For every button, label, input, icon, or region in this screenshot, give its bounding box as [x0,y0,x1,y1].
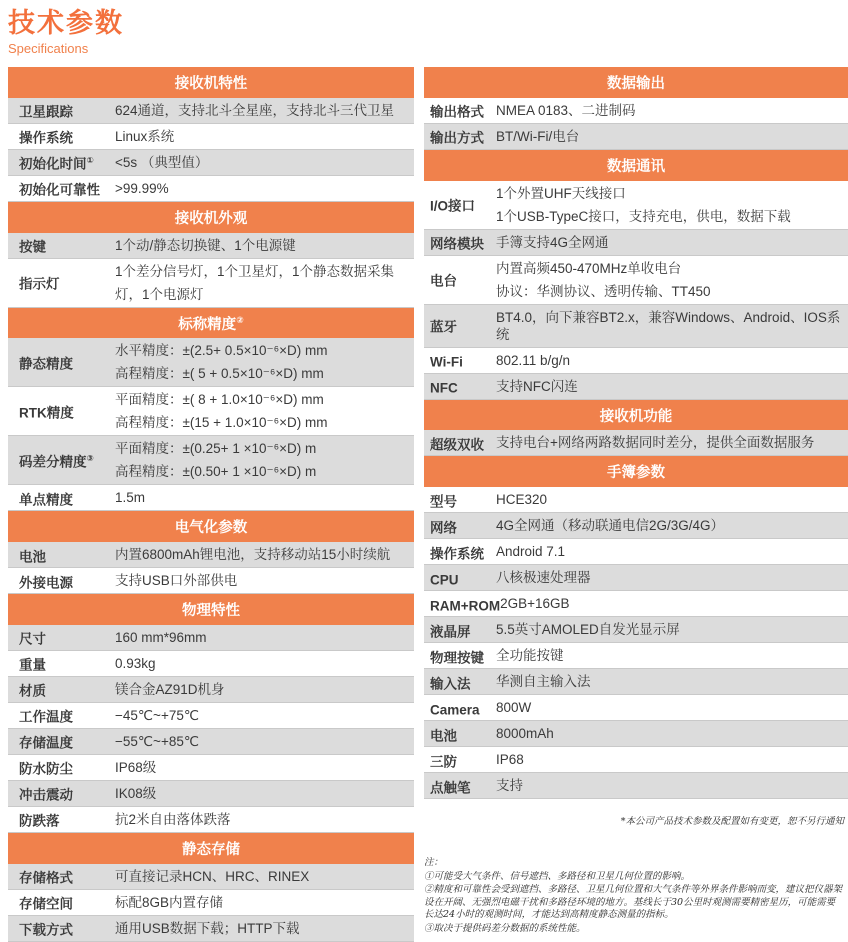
spec-label [8,892,115,913]
spec-label [8,178,115,199]
spec-label-text: RTK精度 [19,405,74,421]
spec-label [8,627,115,648]
spec-label [8,757,115,778]
spec-value [496,125,848,148]
spec-section [8,833,414,942]
spec-row [8,259,414,308]
spec-label [8,488,115,509]
spec-label-text: 码差分精度 [19,454,87,470]
spec-value [115,99,414,122]
spec-section [8,67,414,202]
spec-label [8,272,115,293]
spec-label-text: 下载方式 [19,922,73,938]
section-header [424,67,848,98]
spec-label [8,571,115,592]
section-title: 接收机特性 [174,75,248,92]
spec-label-text: 物理按键 [430,650,484,666]
spec-value [496,99,848,122]
spec-label [424,776,496,797]
spec-value [115,626,414,649]
spec-value-line: 平面精度：±( 8 + 1.0×10⁻⁶×D) mm [115,392,324,408]
spec-value-line: 支持电台+网络两路数据同时差分，提供全面数据服务 [496,435,815,451]
spec-label-text: 防跌落 [19,813,60,829]
spec-row [8,338,414,387]
section-header [424,456,848,487]
spec-section [424,150,848,400]
section-rows [8,98,414,202]
spec-row [8,98,414,124]
spec-value [115,865,414,888]
spec-label [8,100,115,121]
section-title: 数据输出 [607,75,665,92]
footnote-item: ②精度和可靠性会受到遮挡、多路径、卫星几何位置和大气条件等外界条件影响而变，建议把仪器架设在开阔、无强烈电磁干扰和多路径环境的地方。基线长于30公里时观测需要精密星历，可能需要长达24小时的观测时间，才能达到高精度静态测量的指标。 [424,884,843,921]
spec-label [424,350,496,371]
spec-value-line: 800W [496,700,532,716]
footnote-item: ③取决于提供码差分数据的系统性能。 [424,922,586,934]
spec-value-line: 高程精度：±(0.50+ 1 ×10⁻⁶×D) m [115,464,317,480]
spec-value [115,151,414,174]
spec-row [8,729,414,755]
section-rows [8,542,414,594]
spec-value [496,774,848,797]
spec-value-line: Android 7.1 [496,544,566,560]
section-title: 接收机外观 [174,210,248,227]
spec-row [424,181,848,230]
spec-label-text: 存储空间 [19,896,73,912]
section-rows [424,98,848,150]
spec-column-left [8,67,414,942]
spec-row [424,348,848,374]
spec-label [424,232,496,253]
section-title-sup: ② [236,314,244,325]
spec-value-line: 八核极速处理器 [496,570,591,586]
spec-label-text: NFC [430,380,458,396]
spec-row [424,256,848,305]
section-title: 物理特性 [182,603,240,620]
spec-label [424,433,496,454]
spec-value-line: 1个USB-TypeC接口，支持充电，供电，数据下载 [496,208,791,224]
section-title: 标称精度 [178,316,237,333]
section-header [424,150,848,181]
spec-label-text: I/O接口 [430,198,476,214]
right-sections [424,67,848,799]
spec-section [424,67,848,150]
spec-label-text: 蓝牙 [430,319,457,335]
spec-row [8,864,414,890]
spec-value [115,569,414,592]
spec-value-line: 支持USB口外部供电 [115,573,238,589]
spec-value-line: BT/Wi-Fi/电台 [496,128,580,144]
spec-label [424,315,496,336]
spec-value-line: 2GB+16GB [500,596,570,612]
spec-value [115,917,414,940]
spec-value [496,257,848,303]
section-title: 电气化参数 [174,520,248,537]
spec-label-text: 工作温度 [19,709,73,725]
spec-value-line: IP68级 [115,760,157,776]
spec-value-line: 支持NFC闪连 [496,378,578,394]
section-header [8,308,414,339]
spec-label [8,235,115,256]
spec-label-text: 初始化时间 [19,156,87,172]
section-title: 数据通讯 [607,158,665,175]
spec-label [424,620,496,641]
spec-value-line: −55℃~+85℃ [115,734,200,750]
spec-label [8,918,115,939]
spec-row [424,374,848,400]
footnote-item: ①可能受大气条件、信号遮挡、多路径和卫星几何位置的影响。 [424,870,691,882]
spec-label [424,269,496,290]
spec-label-text: 存储温度 [19,735,73,751]
spec-label-text: 外接电源 [19,575,73,591]
section-rows [8,864,414,942]
spec-value [115,234,414,257]
spec-label-text: 防水防尘 [19,761,73,777]
spec-row [8,568,414,594]
spec-value [115,388,414,434]
spec-value [496,375,848,398]
spec-value [496,696,848,719]
spec-value-line: <5s （典型值） [115,154,209,170]
section-rows [424,181,848,400]
spec-label [8,126,115,147]
spec-value-line: 高程精度：±( 5 + 0.5×10⁻⁶×D) mm [115,366,324,382]
spec-row [424,617,848,643]
spec-value-line: 802.11 b/g/n [496,352,571,368]
section-rows [8,338,414,511]
page-subtitle: Specifications [8,41,89,56]
spec-row [8,233,414,259]
spec-value-line: 灯，1个电源灯 [115,286,204,302]
spec-row [8,150,414,176]
spec-value-line: 1个外置UHF天线接口 [496,185,626,201]
spec-value-line: 可直接记录HCN、HRC、RINEX [115,868,310,884]
spec-row [8,703,414,729]
spec-label-text: 操作系统 [430,546,484,562]
disclaimer-note: *本公司产品技术参数及配置如有变更，恕不另行通知 [620,816,844,828]
spec-value [115,808,414,831]
spec-label-text: CPU [430,572,459,588]
spec-row [8,542,414,568]
spec-label-text: 按键 [19,239,46,255]
spec-row [424,747,848,773]
spec-section [424,400,848,457]
spec-label-text: 输出方式 [430,130,484,146]
spec-label-text: 网络 [430,520,457,536]
spec-value [496,231,848,254]
spec-section [424,456,848,799]
spec-value [115,177,414,200]
spec-label [8,152,115,173]
spec-label-text: 指示灯 [19,276,60,292]
spec-label [424,672,496,693]
spec-label-text: 点触笔 [430,780,471,796]
spec-value-line: 全功能按键 [496,648,564,664]
spec-value-line: NMEA 0183、二进制码 [496,102,636,118]
spec-value-line: 5.5英寸AMOLED自发光显示屏 [496,622,680,638]
spec-value-line: 0.93kg [115,656,156,672]
spec-value [115,782,414,805]
spec-value-line: 支持 [496,778,523,794]
spec-value [496,306,848,346]
spec-label-text: 型号 [430,494,457,510]
spec-section [8,202,414,308]
page-title: 技术参数 [8,8,124,38]
section-rows [424,430,848,456]
section-title: 接收机功能 [599,408,673,425]
spec-section [8,594,414,833]
spec-row [8,387,414,436]
spec-row [8,807,414,833]
spec-value-line: 高程精度：±(15 + 1.0×10⁻⁶×D) mm [115,415,328,431]
spec-value-line: 624通道，支持北斗全星座，支持北斗三代卫星 [115,102,395,118]
spec-label [424,100,496,121]
spec-value [496,514,848,537]
spec-label-sup: ③ [86,453,94,464]
spec-row [8,677,414,703]
spec-row [424,721,848,747]
spec-label [8,450,115,471]
spec-value-line: Linux系统 [115,128,175,144]
spec-label-text: 电台 [430,273,457,289]
spec-label-text: 存储格式 [19,870,73,886]
spec-value [496,488,848,511]
spec-value [496,349,848,372]
section-header [8,202,414,233]
spec-row [8,890,414,916]
footnotes-list [424,871,844,936]
spec-value [496,748,848,771]
section-header [8,67,414,98]
spec-label [8,352,115,373]
page-header [8,8,848,56]
spec-value [496,644,848,667]
spec-label [8,545,115,566]
spec-label-text: Camera [430,702,480,718]
spec-value [496,618,848,641]
spec-columns [8,67,848,942]
spec-label-text: 尺寸 [19,631,46,647]
spec-value-line: 内置6800mAh锂电池，支持移动站15小时续航 [115,547,391,563]
spec-label [424,724,496,745]
spec-row [424,591,848,617]
spec-label-text: 三防 [430,754,457,770]
spec-value [115,125,414,148]
spec-row [8,485,414,511]
section-title: 手簿参数 [607,465,665,482]
spec-row [8,436,414,485]
spec-value-line: 镁合金AZ91D机身 [115,682,225,698]
spec-value-line: 平面精度：±(0.25+ 1 ×10⁻⁶×D) m [115,441,317,457]
spec-label-text: 输出格式 [430,104,484,120]
spec-value-line: IK08级 [115,786,157,802]
spec-label [8,705,115,726]
spec-label-text: 单点精度 [19,492,73,508]
left-sections [8,67,414,942]
spec-label [424,750,496,771]
spec-value-line: 水平精度：±(2.5+ 0.5×10⁻⁶×D) mm [115,343,328,359]
spec-label [8,783,115,804]
spec-value [496,670,848,693]
spec-label [8,866,115,887]
spec-value [496,566,848,589]
section-rows [8,233,414,308]
spec-label [8,653,115,674]
spec-value-line: HCE320 [496,492,548,508]
spec-value-line: 华测自主输入法 [496,674,591,690]
spec-label [8,679,115,700]
spec-column-right [424,67,848,936]
spec-label-text: 液晶屏 [430,624,471,640]
spec-label-text: 卫星跟踪 [19,104,73,120]
section-rows [8,625,414,833]
spec-label-text: 材质 [19,683,46,699]
spec-value [496,540,848,563]
spec-label [424,542,496,563]
spec-label [424,568,496,589]
spec-value-line: 标配8GB内置存储 [115,894,224,910]
spec-section [8,308,414,512]
spec-value [115,652,414,675]
footnotes-area [424,813,848,935]
spec-value [115,437,414,483]
spec-value-line: 8000mAh [496,726,554,742]
section-rows [424,487,848,799]
section-header [424,400,848,431]
spec-row [424,487,848,513]
spec-value [115,730,414,753]
spec-value-line: 1.5m [115,490,146,506]
spec-row [424,773,848,799]
spec-label [8,809,115,830]
spec-label [424,516,496,537]
spec-row [8,651,414,677]
spec-label-text: 电池 [430,728,457,744]
spec-label [424,698,496,719]
spec-value-line: 160 mm*96mm [115,630,207,646]
spec-row [8,755,414,781]
spec-label-text: 初始化可靠性 [19,182,100,198]
spec-value [115,486,414,509]
section-header [8,833,414,864]
spec-value [115,756,414,779]
spec-label [424,194,496,215]
spec-row [8,176,414,202]
spec-value-line: −45℃~+75℃ [115,708,200,724]
spec-value-line: 4G全网通（移动联通电信2G/3G/4G） [496,518,725,534]
spec-value [496,722,848,745]
spec-value [115,704,414,727]
spec-label-text: Wi-Fi [430,354,463,370]
spec-row [424,565,848,591]
spec-label [424,646,496,667]
spec-label [424,594,500,615]
spec-label [424,126,496,147]
spec-label-text: 超级双收 [430,437,484,453]
spec-label-text: 输入法 [430,676,471,692]
spec-label-text: 操作系统 [19,130,73,146]
spec-value [115,260,414,306]
spec-label [424,490,496,511]
spec-section [8,511,414,594]
spec-value [115,891,414,914]
spec-label-text: 重量 [19,657,46,673]
section-header [8,511,414,542]
spec-label-text: 冲击震动 [19,787,73,803]
spec-row [424,643,848,669]
spec-value [496,431,848,454]
spec-value-line: 手簿支持4G全网通 [496,234,609,250]
spec-value-line: >99.99% [115,180,169,196]
spec-value-line: 通用USB数据下载；HTTP下载 [115,920,300,936]
spec-value [115,339,414,385]
spec-value [496,182,848,228]
spec-label-text: 静态精度 [19,356,73,372]
spec-row [8,625,414,651]
spec-row [424,539,848,565]
spec-label-text: 电池 [19,549,46,565]
spec-row [8,124,414,150]
spec-row [424,98,848,124]
spec-value [115,543,414,566]
spec-row [8,916,414,942]
spec-label [8,401,115,422]
spec-value-line: BT4.0，向下兼容BT2.x，兼容Windows、Android、IOS系统 [496,309,841,342]
spec-value-line: 协议：华测协议、透明传输、TT450 [496,283,711,299]
spec-value-line: 1个差分信号灯，1个卫星灯，1个静态数据采集 [115,263,395,279]
footnotes-block [424,857,844,935]
spec-row [424,124,848,150]
spec-value-line: 抗2米自由落体跌落 [115,812,231,828]
spec-row [424,430,848,456]
section-header [8,594,414,625]
spec-row [424,669,848,695]
spec-row [424,230,848,256]
spec-row [424,695,848,721]
spec-label-text: RAM+ROM [430,598,501,614]
spec-value [115,678,414,701]
section-title: 静态存储 [182,841,240,858]
spec-label-text: 网络模块 [430,236,484,252]
spec-row [8,781,414,807]
spec-label [8,731,115,752]
spec-value-line: 内置高频450-470MHz单收电台 [496,260,682,276]
spec-row [424,513,848,539]
spec-row [424,305,848,348]
spec-value [500,592,848,615]
spec-label-sup: ① [86,155,94,166]
spec-label [424,376,496,397]
spec-value-line: IP68 [496,752,524,768]
footnotes-title: 注： [424,857,444,869]
spec-value-line: 1个动/静态切换键、1个电源键 [115,237,296,253]
